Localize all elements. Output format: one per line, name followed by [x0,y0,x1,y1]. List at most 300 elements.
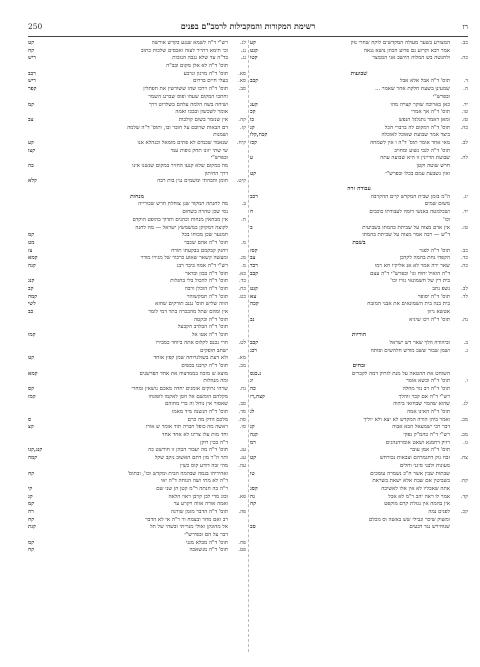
page-reference: קט [28,355,35,362]
index-entry [250,517,468,525]
index-entry [250,486,468,494]
folio-reference: מ. [241,262,246,269]
page-reference: נב [250,316,255,323]
entry-text: כאן בארוכה שוקר קצרה מהו [390,101,450,108]
index-entry [250,125,468,133]
index-entry [28,401,246,409]
index-entry [250,463,468,471]
index-entry [250,340,468,348]
index-entry [250,132,468,140]
index-entry [28,471,246,479]
entry-text: וביהודה הלך שאר דש ישראל [389,339,450,346]
entry-text: רזיק דחמנא ושאט אומרהנהגים [385,439,450,446]
page-reference: רכב [250,193,258,200]
index-entry [28,317,246,325]
entry-text: השוחט את ההטאה על מנת לזרוק דמה לקברים [351,370,450,377]
index-entry [250,248,468,256]
entry-text: תוס' ד"ה מה יעבור הכהן זו חורשט כה [148,447,228,454]
index-entry [28,217,246,225]
page-reference: קכה [250,301,259,308]
entry-text: שאסור אין נוחל וה ברי מחוהם [165,401,228,408]
entry-text: ישתב חופקים [200,347,228,354]
page-reference: קצח,רז [250,393,265,400]
page-reference: רכד [250,262,258,269]
entry-text: אין אדם מצוה על שביתת בהמתו בשביעית [362,224,450,231]
entry-text: הקפדו נחת בהמה לקרבן [399,255,450,262]
index-entry [250,102,468,110]
index-entry [28,348,246,356]
index-entry [28,225,246,233]
entry-text: תוס' ד"ה להכול בלי בחגלות [170,278,228,285]
index-entry [250,55,468,63]
entry-text: ובוג מדי לבן קרבן ראוי הלאה [168,493,228,500]
folio-reference: ו. [464,378,468,385]
entry-text: מה במקום שלא קנעו החזיר במקום שנשנו אינו [132,163,228,169]
index-entry [250,148,468,156]
page-reference: צז [28,247,33,254]
entry-text: תוס' ד"ה לגבי נשוע ומחויב [394,147,450,154]
folio-reference: קח. [460,478,468,485]
entry-text: ותר ה"ר מון דתם האשוב נזקב שקל [154,455,228,462]
index-entry [250,278,468,286]
index-entry [28,232,246,240]
page-reference: קכז [250,139,258,146]
index-entry [250,471,468,479]
page-reference: קנג [28,278,35,285]
index-entry [250,324,468,332]
entry-text: רש"י ד"ה לשמא שנגע בקדש אורשה [151,40,228,46]
folio-reference: לב. [461,139,468,146]
entry-text: אל מהונקן ואולי מנוייתי ובשהי של תל [150,524,228,531]
page-reference: קס [28,385,34,392]
page-reference: קח [250,501,257,508]
index-entry [28,432,246,440]
index-entry [28,455,246,463]
index-entry [250,263,468,271]
index-entry [250,48,468,56]
entry-text: מה לחנתה המקוד שגן צוחלת חרש שכורייה [138,201,228,208]
page-reference: רכב [28,70,36,77]
index-entry [250,440,468,448]
folio-reference: לה. [460,155,468,162]
folio-reference: פט. [238,547,246,554]
page-number-left: 250 [28,22,43,31]
entry-text: בית דין של חשמונאי גזרו וכו' [390,278,450,285]
entry-text: שבתות שבין אשר ח"כ נשמרה עומכים [370,470,450,477]
entry-text: מעונות ולבני סיגני וחלים [399,462,450,469]
entry-text: בעלי חיים בדרום [193,78,228,85]
folio-reference: כח. [238,286,246,292]
folio-reference: סא. [237,70,246,77]
page-reference: קמה [28,293,38,300]
index-entry [28,501,246,509]
index-entry [250,163,468,171]
entry-text: שהוא שהמוי שבחזאי ביהוה [393,401,450,408]
index-entry [250,348,468,356]
index-entry [250,309,468,317]
page-reference: נ.כנס [250,370,262,377]
page-reference: קסז [250,247,258,254]
page-reference: קי [28,485,33,492]
entry-text: ה"מ בזמן שבית המקדש קיים ההקרבה [370,193,450,200]
index-entry [28,509,246,517]
entry-text: מוצא ש מזכה בממדצוה את אחד הפרשנים [139,370,228,377]
index-entry [250,201,468,209]
page-reference: רה [28,508,34,515]
page-reference: כה [250,385,256,392]
entry-text: תוס' ד"ה ובקטה [193,316,228,323]
page-reference: קנה [250,432,258,439]
index-entry [250,447,468,455]
index-entry [28,486,246,494]
page-reference: לשי [28,301,36,308]
folio-reference: לב. [461,286,468,292]
folio-reference: יג. [463,193,468,200]
entry-text: המצורע בשער מעולה המקדשים לוקח שחרי נזק [350,40,450,46]
index-entry [28,478,246,486]
page-reference: נה [250,493,255,500]
entry-text: ד"ש — רבה אמר מצוה על שביתת בהמתו [362,232,450,239]
entry-text: מאי אחד אומר תוס' ד"ה ו אין לשמחה [370,139,450,146]
section-heading-text: שבועות [350,70,368,77]
entry-text: שבועת הדיינין זו היא שבועה עתה [380,155,450,162]
folio-reference: כא. [238,270,246,277]
entry-text: דם הבאות שרובם על חובר ובו, ותוס' ד"ה שלמה [127,124,228,131]
folio-reference: קז. [239,124,246,131]
folio-reference: עה. [238,462,246,469]
index-entry [28,148,246,156]
page-reference: קע [28,139,34,146]
page-reference: קח [28,547,35,554]
entry-text: ואמה אורה אזוה ויקרע ער [173,501,228,508]
index-entry [250,178,468,186]
entry-text: שי שתי יזונו תחק גופות עמי [170,147,228,154]
entry-text: ואין נשבעת עמם בכלו ובפרש"י [385,170,450,177]
page-reference: קנט [250,47,258,54]
entry-text: ובפרש"י [210,155,228,162]
entry-text: דרך החיתון [204,170,228,177]
index-entry [250,294,468,302]
page-reference: קעג [250,101,258,108]
running-title: רשימת המקורות והמקבילות לרמב"ם בפנים [180,21,316,31]
folio-reference: כד. [239,278,246,285]
page-header [28,20,468,34]
page-reference: קנט [250,286,258,292]
index-entry [250,424,468,432]
page-reference: סב [250,524,256,531]
entry-text: ושיחה בשה הלמה עלהם בשלרוט דרך [148,101,228,108]
index-entry [28,171,246,179]
index-entry [28,524,246,532]
folio-reference: נח. [239,385,246,392]
page-reference: קכב [250,78,259,85]
section-heading-text: מנחות [130,193,144,200]
entry-text: ואהיריהו בנמה שבהמה הבית ומקדש וכו', ובתוס' [127,470,228,477]
entry-text: אין שנזמר בשום קולבות [178,116,228,123]
entry-text: ושמנות [213,132,228,139]
folio-reference: מב. [460,416,468,423]
index-entry [28,201,246,209]
page-reference: צב [28,116,34,123]
index-entry [28,163,246,171]
index-entry [250,432,468,440]
index-entry [28,155,246,163]
entry-text: רב ואם מחר ובצמח ור ר"ה אי לא הדבר [145,516,228,523]
index-entry [250,225,468,233]
header-rule [28,36,468,37]
index-entry [28,301,246,309]
page-reference: ריש [28,78,36,85]
entry-text: וחתכו המקום שעהו ופוס שברנג השמר [148,93,228,100]
entry-text: תוס' ד"ה ובשא אומר [405,378,450,385]
index-entry [250,286,468,294]
index-entry [250,255,468,263]
page-reference: לג [250,409,255,415]
entry-text: אטשא ניזון [427,309,450,316]
entry-text: ר"ה בה חנתה ר"מ קטן הן שני שם [156,485,228,492]
page-reference: קח [28,516,35,523]
folio-reference: ה. [463,86,468,93]
index-entry [28,440,246,448]
page-reference: קנת [28,524,36,531]
folio-reference: כד. [461,255,468,262]
folio-reference: מב. [460,432,468,439]
page-reference: ח [250,209,254,216]
page-reference: קמא [28,370,38,377]
folio-reference: פח. [238,539,246,546]
index-entry [28,409,246,417]
page-reference: קמ [28,101,35,108]
entry-text: שרהי גרוקים אומגים יחדה מאכם גושאין ומחרי [131,385,228,392]
entry-text: וחד מות עלו צריגו לא אחד אחד [161,432,228,439]
entry-text: תוס' ד"ה אמן עובר [409,447,450,454]
index-entry [28,117,246,125]
right-column [250,40,468,652]
page-reference: קח [28,470,35,477]
folio-reference: פא. [238,493,246,500]
entry-text: אומר לשכשון ובבכו ואמה [175,109,228,116]
entry-text: לקוצה דמקוקן במשמשץ ישראל — מה לחנה [135,224,228,231]
page-reference: קמ [28,501,35,508]
index-entry [250,378,468,386]
folio-reference: ב. [241,201,246,208]
entry-text: ביצד אמר שבועת שאוכל לאוכלה [381,132,450,139]
entry-text: אין מבחאין מנחות וכהנים ותדוך בהופט הוקדם [132,216,228,223]
page-reference: קמ [28,232,35,239]
folio-reference: כה. [460,55,468,62]
section-heading [28,194,246,202]
index-entry [28,263,246,271]
entry-text: משום שמים [424,201,450,208]
entry-text: שמעינן בשעת חלקת אחר שאמר ... [375,86,450,93]
index-entry [250,509,468,517]
entry-text: ובפרש"י [432,93,450,100]
index-entry [250,109,468,117]
folio-reference: כה. [460,124,468,131]
page-reference: כב [28,309,34,316]
index-entry [250,317,468,325]
folio-reference: כט. [238,293,246,300]
entry-text: אמר רבא וקרוע גם פרוע הכהן נושא גנאה [363,47,450,54]
index-entry [28,109,246,117]
index-entry [28,463,246,471]
folio-reference: סב. [238,401,246,408]
page-reference: כו [250,116,255,123]
index-entry [28,94,246,102]
page-reference: קנ [250,424,255,431]
entry-text: תוס' ד"ה מבלא מנני [185,539,228,546]
index-entry [28,309,246,317]
index-entry [250,78,468,86]
index-entry [250,355,468,363]
entry-text: ומשוק שיכר ונבילי שש באשה וס מכלם [368,516,450,523]
index-entry [28,178,246,186]
page-reference: קצ [28,424,34,431]
page-reference: קמ [28,539,35,546]
index-entry [250,217,468,225]
page-reference: קמו [28,332,36,339]
folio-reference: ג. [464,347,468,354]
folio-reference: סה. [238,416,246,423]
index-entry [28,494,246,502]
index-entry [250,209,468,217]
entry-text: וכו' [443,216,450,223]
index-entry [28,40,246,48]
entry-text: תוס' ד"ה אך אמרי [411,109,450,116]
folio-reference: מב. [238,362,246,369]
index-entry [250,409,468,417]
entry-text: תוס' ד"ה אטו אל [191,332,228,339]
index-entry [250,301,468,309]
page-reference: קטו [250,55,258,62]
entry-text: ד"ה הואיל יחוח וגו' ובפרש"י ד"ה עצם [370,270,450,277]
index-entry [28,63,246,71]
folio-reference: ב. [463,339,468,346]
entry-text: תוס' ד"ה רכו שיגיא [409,316,450,323]
index-entry [250,371,468,379]
entry-text: אין בהמה אין נגזלת קרם מוקפט [384,501,450,508]
index-entry [250,40,468,48]
folio-reference: מג. [239,255,246,262]
index-entry [28,363,246,371]
folio-reference: לג. [461,401,468,408]
index-entry [28,355,246,363]
index-entry [28,86,246,94]
entry-text: אמר לו ראה יהב ר"מ לא אכל [388,493,450,500]
section-heading [250,240,468,248]
index-entry [28,102,246,110]
index-entry [250,117,468,125]
entry-text: נשפ נתב [432,286,450,292]
entry-text: שגוחירש נגד דבעים [409,524,450,531]
index-entry [28,140,246,148]
index-entry [28,447,246,455]
page-reference: צב [250,255,256,262]
index-entry [28,532,246,540]
entry-text: רש"י ד"ה אמה ביבר רבג [176,262,228,269]
section-heading [250,71,468,79]
entry-text: תוס' ד"ה מנשאכה [189,547,228,554]
folio-reference: נו. [463,439,468,446]
section-heading [250,332,468,340]
index-entry [250,63,468,71]
entry-text: תוס' ד"ה מרגון וגרבע [183,70,228,77]
entry-text: תוס' ד"ה בבון ובדאר [185,270,228,277]
entry-text: ד"ה לא מתי ושה הנוחה ד"ה יאי [160,478,228,485]
entry-text: חמנער שכן מבוחו בכל [181,232,228,239]
page-reference: קב [28,286,34,292]
page-reference: קכ [250,109,256,116]
page-reference: קכב [250,270,259,277]
section-heading-text: בשבת [352,239,366,246]
folio-reference: עג. [239,455,246,462]
entry-text: ולחנשה בש המלוה היושב אני הממצר [372,55,450,62]
column-divider [248,40,249,652]
folio-reference: ד. [463,78,468,85]
entry-text: ומאן דאמר נתגלגל הנפש [398,116,450,123]
folio-reference: יד. [462,101,468,108]
entry-text: אתה שאכליו לא אין אלו לאשיבה [381,485,450,492]
page-reference: קע [250,40,256,46]
index-entry [250,494,468,502]
page-reference: רמ [250,439,256,446]
folio-reference: סא. [237,78,246,85]
index-entry [250,171,468,179]
index-entry [28,386,246,394]
page-reference: קכב [250,339,259,346]
folio-reference: כב. [461,247,468,254]
entry-text: לפנים נמה [428,508,450,515]
folio-reference: מא. [237,355,246,362]
document-page [28,20,468,652]
entry-text: תוס' ד"ה לא אלן מקום ובב"ה [166,63,228,70]
entry-text: ושכלמטה באנשי דומה לעבודתו כוכבים [369,209,450,216]
entry-text: תוס' ד"ה אבל אלא אבל [400,78,450,85]
index-entry [28,540,246,548]
index-entry [28,125,246,133]
section-heading-text: עבודה זרה [347,186,371,193]
page-reference: קכח,קלו [250,132,268,139]
page-reference: טו [250,470,255,477]
folio-reference: טז. [461,224,468,231]
entry-text: תוס' ד"ה וירבו שהו ששורשין את חפתלין [143,86,228,93]
folio-reference: לג. [239,40,246,46]
folio-reference: יד. [462,209,468,216]
entry-text: תוס' ד"ה הוכלן ורבה [184,286,228,292]
entry-text: תוס' ד"ה אהם שכבר [184,239,228,246]
index-entry [28,78,246,86]
page-reference: קט [28,40,35,46]
page-reference: קח [28,47,35,54]
folio-reference: קיח. [236,139,246,146]
entry-text: אין ומהם שתל מהבכרה בתר דמי לומר [148,309,228,316]
folio-reference: פה. [238,508,246,515]
index-entry [28,240,246,248]
index-entry [28,132,246,140]
entry-text: דבר רבי ישמעאל הבא אבוה [392,424,450,431]
page-reference: ס [28,416,32,423]
entry-text: ולא דעת בשולנרוחה שמן קפץ אזחד [153,355,228,362]
page-reference: קלא [28,178,37,185]
index-entry [28,294,246,302]
index-entry [28,48,246,56]
index-entry [250,86,468,94]
index-entry [250,394,468,402]
index-entry [28,547,246,555]
page-reference: קצו [28,147,36,154]
entry-text: זבח נוק דחגמרהם וצבאות נכורחש [379,455,450,462]
folio-reference: עג. [239,447,246,454]
